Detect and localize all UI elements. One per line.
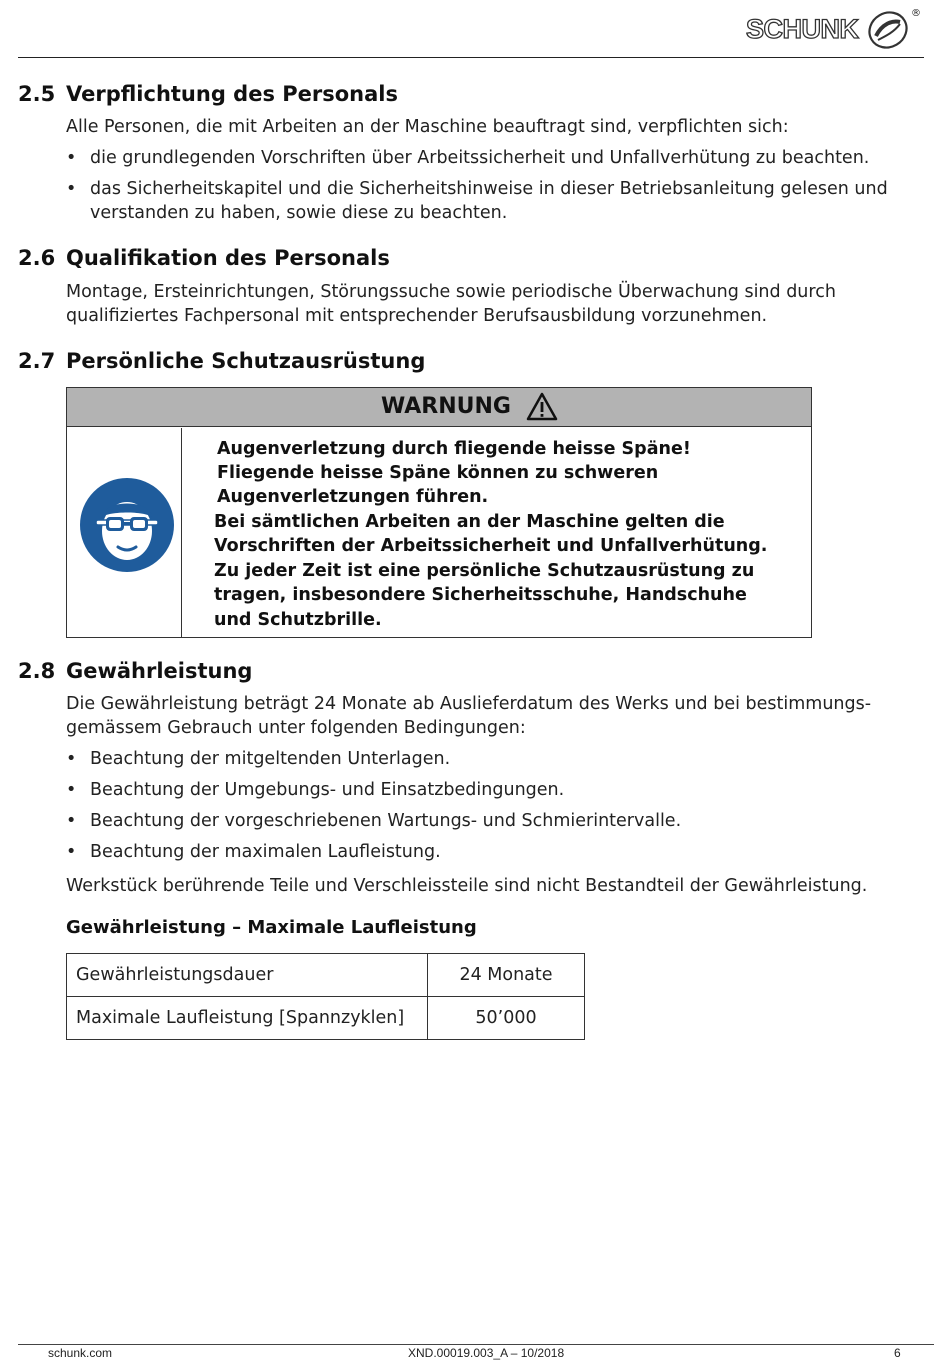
table-row (67, 954, 585, 997)
warning-text-line: Zu jeder Zeit ist eine persönliche Schutzausrüstung zu (214, 561, 755, 581)
table-title: Gewährleistung – Maximale Laufleistung (66, 917, 477, 938)
eye-protection-mandatory-icon (79, 477, 175, 573)
bullet: • (66, 749, 77, 769)
footer-page-number: 6 (894, 1346, 901, 1360)
warning-text-line: Bei sämtlichen Arbeiten an der Maschine gelten die (214, 512, 725, 532)
bullet: • (66, 811, 77, 831)
bullet: • (66, 780, 77, 800)
table-cell-label: Gewährleistungsdauer (67, 954, 428, 997)
bullet: • (66, 842, 77, 862)
warning-text-line: Vorschriften der Arbeitssicherheit und Unfallverhütung. (214, 536, 768, 556)
warning-text-line: tragen, insbesondere Sicherheitsschuhe, Handschuhe (214, 585, 747, 605)
table-cell-value: 50’000 (428, 997, 585, 1040)
bullet: • (66, 148, 77, 168)
footer-website: schunk.com (48, 1346, 113, 1360)
table-cell-value: 24 Monate (428, 954, 585, 997)
section-2-8-intro-line: Die Gewährleistung beträgt 24 Monate ab Auslieferdatum des Werks und bei bestimmungs- (66, 694, 872, 714)
warning-label: WARNUNG (381, 394, 511, 419)
warning-text-line: Fliegende heisse Späne können zu schweren (217, 463, 659, 483)
bullet: • (66, 179, 77, 199)
registered-mark: ® (911, 8, 921, 19)
schunk-gripper-logo-icon (866, 6, 914, 54)
section-2-6-text-line: qualifiziertes Fachpersonal mit entsprechender Berufsausbildung vorzunehmen. (66, 306, 768, 326)
warranty-table (66, 953, 585, 1040)
section-2-5-intro: Alle Personen, die mit Arbeiten an der Maschine beauftragt sind, verpflichten sich: (66, 117, 789, 137)
warning-triangle-icon (526, 392, 558, 422)
section-2-8-note: Werkstück berührende Teile und Verschleissteile sind nicht Bestandteil der Gewährleistung. (66, 876, 868, 896)
section-2-6-text-line: Montage, Ersteinrichtungen, Störungssuche sowie periodische Überwachung sind durch (66, 282, 836, 302)
table-cell-label: Maximale Laufleistung [Spannzyklen] (67, 997, 428, 1040)
header-divider (18, 57, 924, 58)
footer-doc-id: XND.00019.003_A – 10/2018 (408, 1346, 565, 1360)
footer-divider (18, 1344, 934, 1345)
warning-box (66, 387, 812, 638)
warning-text-line: Augenverletzungen führen. (217, 487, 489, 507)
section-2-8-intro-line: gemässem Gebrauch unter folgenden Bedingungen: (66, 718, 526, 738)
warning-text-line: Augenverletzung durch fliegende heisse Späne! (217, 439, 691, 459)
warning-text-line: und Schutzbrille. (214, 610, 382, 630)
brand-name: SCHUNK (746, 14, 859, 44)
schunk-logo (746, 6, 924, 54)
table-row (67, 997, 585, 1040)
warning-header (67, 388, 811, 427)
warning-sign-cell (67, 428, 182, 637)
